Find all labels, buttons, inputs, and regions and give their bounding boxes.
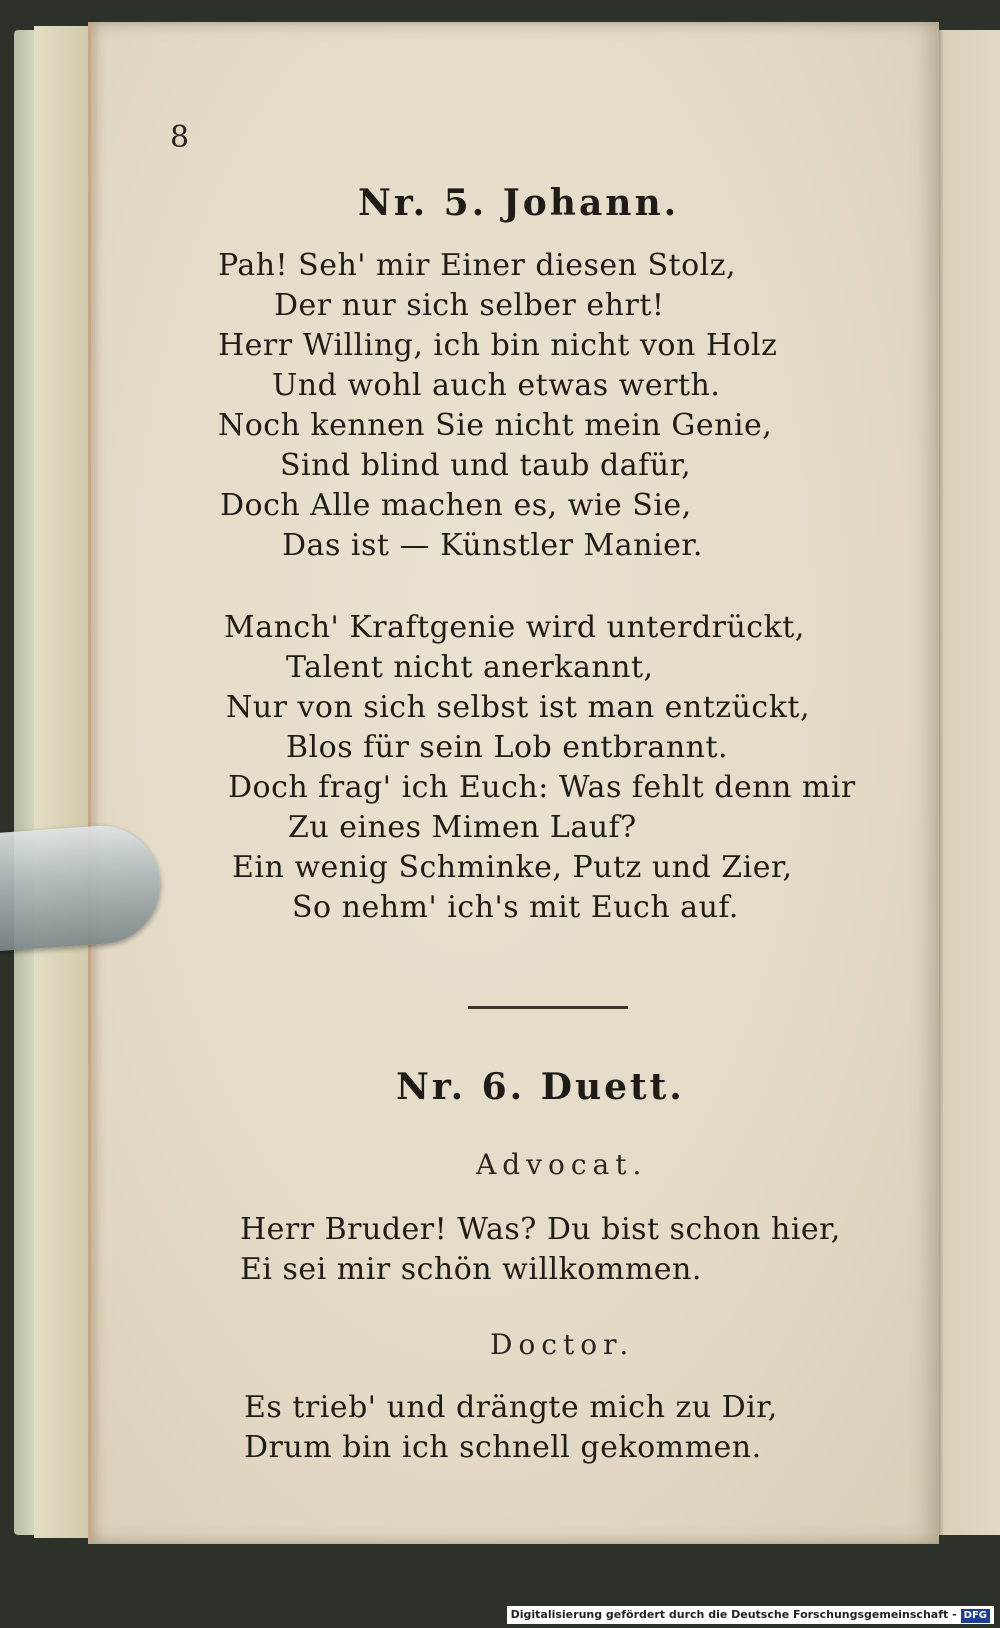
page-number: 8 xyxy=(170,120,190,155)
verse-line: Pah! Seh' mir Einer diesen Stolz, xyxy=(218,248,737,283)
verse-line: Manch' Kraftgenie wird unterdrückt, xyxy=(224,610,805,645)
verse-line: Talent nicht anerkannt, xyxy=(286,650,654,685)
verse-line: Nur von sich selbst ist man entzückt, xyxy=(226,690,811,725)
verse-line: Doch Alle machen es, wie Sie, xyxy=(220,488,692,523)
verse-line: Ei sei mir schön willkommen. xyxy=(240,1252,702,1287)
verse-line: Ein wenig Schminke, Putz und Zier, xyxy=(232,850,793,885)
verse-line: Der nur sich selber ehrt! xyxy=(274,288,665,323)
verse-line: Herr Willing, ich bin nicht von Holz xyxy=(218,328,778,363)
digitization-credit xyxy=(507,1606,994,1624)
verse-line: Sind blind und taub dafür, xyxy=(280,448,692,483)
verse-line: Es trieb' und drängte mich zu Dir, xyxy=(244,1390,778,1425)
verse-line: Herr Bruder! Was? Du bist schon hier, xyxy=(240,1212,841,1247)
section-5-heading: Nr. 5. Johann. xyxy=(358,182,680,224)
verse-line: Das ist — Künstler Manier. xyxy=(282,528,703,563)
credit-text: Digitalisierung gefördert durch die Deutsche Forschungsgemeinschaft - xyxy=(510,1608,957,1621)
section-divider xyxy=(468,1006,628,1009)
verse-line: Doch frag' ich Euch: Was fehlt denn mir xyxy=(228,770,856,805)
verse-line: Drum bin ich schnell gekommen. xyxy=(244,1430,762,1465)
verse-line: So nehm' ich's mit Euch auf. xyxy=(292,890,739,925)
role-doctor: Doctor. xyxy=(490,1328,635,1361)
dfg-logo: DFG xyxy=(961,1609,990,1623)
verse-line: Zu eines Mimen Lauf? xyxy=(288,810,637,845)
facing-page-edge xyxy=(930,30,1000,1535)
role-advocat: Advocat. xyxy=(476,1148,648,1181)
verse-line: Noch kennen Sie nicht mein Genie, xyxy=(218,408,773,443)
verse-line: Blos für sein Lob entbrannt. xyxy=(286,730,729,765)
verse-line: Und wohl auch etwas werth. xyxy=(272,368,721,403)
section-6-heading: Nr. 6. Duett. xyxy=(396,1066,685,1108)
